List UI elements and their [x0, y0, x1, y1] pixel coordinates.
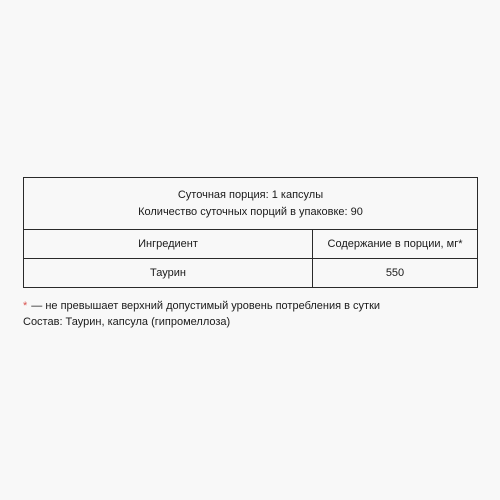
table-row: [24, 259, 477, 287]
serving-info: [24, 178, 477, 230]
serving-size-line: Суточная порция: 1 капсулы: [177, 189, 324, 201]
supplement-facts-table: [23, 177, 478, 288]
amount-cell: 550: [385, 267, 405, 279]
servings-per-pack-line: Количество суточных порций в упаковке: 90: [138, 206, 363, 218]
footnote-text: — не превышает верхний допустимый уровень потребления в сутки: [31, 300, 381, 312]
ingredient-column-header: Ингредиент: [24, 230, 313, 258]
notes-block: [23, 298, 380, 330]
composition-text: Состав: Таурин, капсула (гипромеллоза): [23, 316, 231, 328]
amount-column-header: Содержание в порции, мг*: [327, 238, 463, 250]
footnote: [23, 298, 380, 314]
footnote-asterisk: *: [23, 300, 28, 312]
table-header-row: [24, 230, 477, 259]
ingredient-cell: Таурин: [24, 259, 313, 287]
